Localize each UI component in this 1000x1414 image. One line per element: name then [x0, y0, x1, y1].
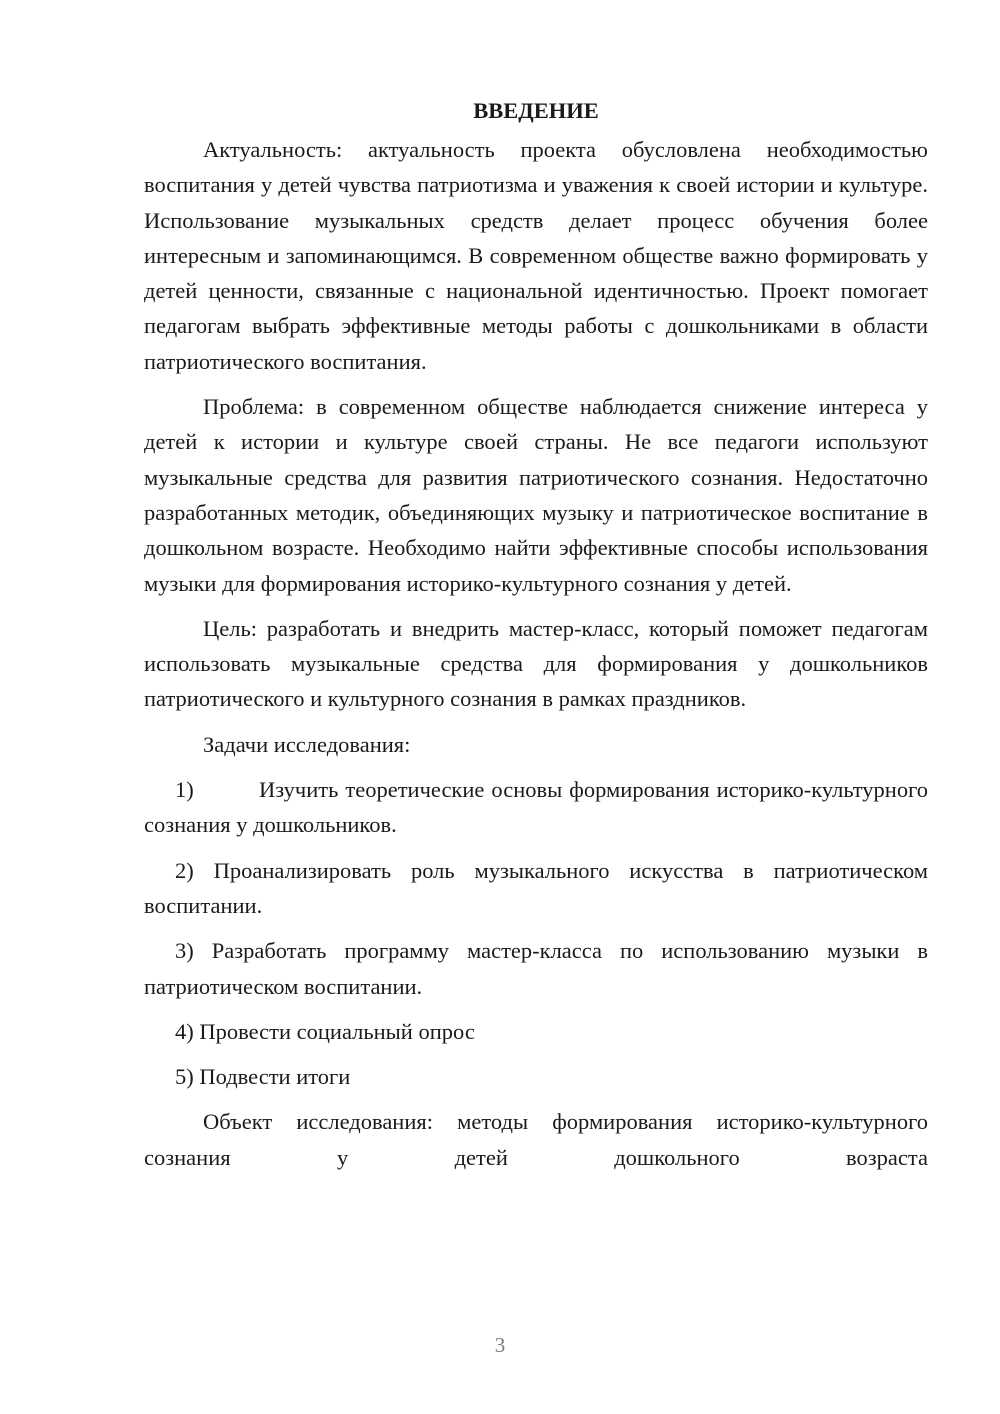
task-item-3	[144, 933, 928, 1004]
task-number: 3)	[175, 938, 194, 964]
task-text: Подвести итоги	[199, 1064, 351, 1090]
task-text: Разработать программу мастер-класса по использованию музыки в патриотическом воспитании.	[144, 938, 928, 999]
paragraph-goal: Цель: разработать и внедрить мастер-класс, который поможет педагогам использовать музыкальные средства для формирования у дошкольников патриотического и культурного сознания в рамках праздников.	[144, 615, 928, 712]
task-item-5	[144, 1059, 928, 1094]
task-text: Проанализировать роль музыкального искусства в патриотическом воспитании.	[144, 857, 929, 918]
task-text: Изучить теоретические основы формирования историко-культурного сознания у дошкольников.	[144, 777, 928, 838]
section-heading: ВВЕДЕНИЕ	[473, 98, 599, 123]
tasks-heading: Задачи исследования:	[203, 731, 411, 757]
task-item-2	[144, 853, 928, 924]
paragraph-object: Объект исследования: методы формирования историко-культурного сознания у детей дошкольного возраста	[144, 1109, 928, 1170]
task-item-4	[144, 1014, 928, 1049]
paragraph-relevance: Актуальность: актуальность проекта обусловлена необходимостью воспитания у детей чувства патриотизма и уважения к своей истории и культуре. Использование музыкальных средств делает процесс обучения более интересным и запоминающимся. В современном обществе важно формировать у детей ценности, связанные с национальной идентичностью. Проект помогает педагогам выбрать эффективные методы работы с дошкольниками в области патриотического воспитания.	[144, 137, 928, 374]
task-number: 5)	[175, 1064, 194, 1090]
task-number: 2)	[175, 857, 194, 883]
task-text: Провести социальный опрос	[199, 1018, 475, 1044]
task-item-1	[144, 772, 928, 843]
page-content	[144, 96, 928, 1185]
task-number: 1)	[175, 777, 194, 803]
page-number: 3	[494, 1333, 506, 1357]
paragraph-problem: Проблема: в современном обществе наблюдается снижение интереса у детей к истории и культуре своей страны. Не все педагоги используют музыкальные средства для развития патриотического сознания. Недостаточно разработанных методик, объединяющих музыку и патриотическое воспитание в дошкольном возрасте. Необходимо найти эффективные способы использования музыки для формирования историко-культурного сознания у детей.	[144, 394, 928, 596]
task-number: 4)	[175, 1018, 194, 1044]
